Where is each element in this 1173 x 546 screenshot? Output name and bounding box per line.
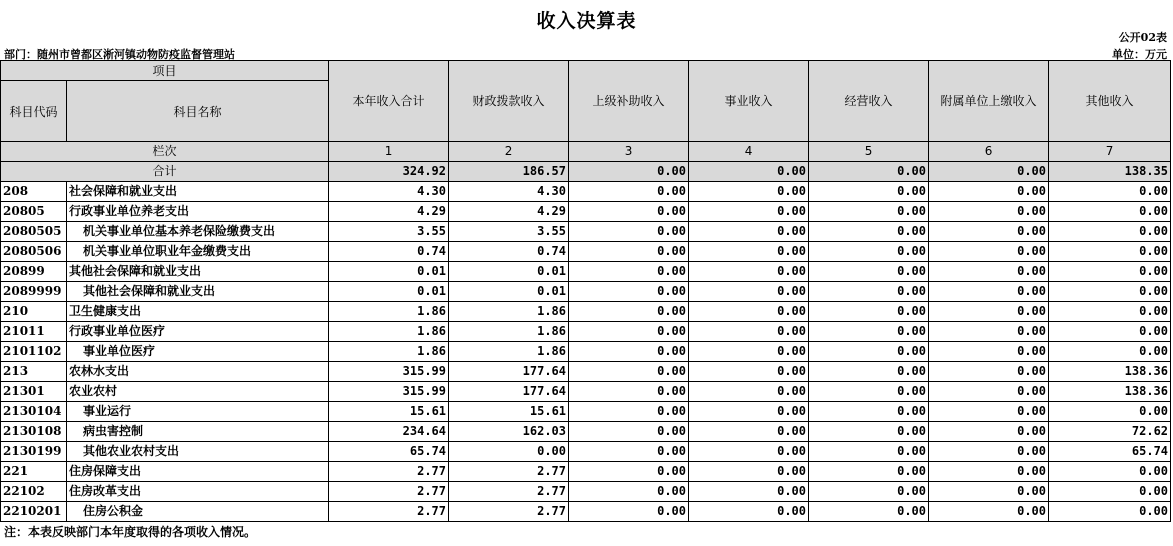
amount-cell: 177.64 xyxy=(449,382,569,402)
subject-name: 住房保障支出 xyxy=(67,462,329,482)
amount-cell: 0.00 xyxy=(929,302,1049,322)
subject-name: 其他社会保障和就业支出 xyxy=(67,262,329,282)
amount-cell: 0.00 xyxy=(929,282,1049,302)
amount-cell: 0.00 xyxy=(569,422,689,442)
amount-cell: 138.36 xyxy=(1049,362,1171,382)
col-number: 4 xyxy=(689,142,809,162)
amount-cell: 234.64 xyxy=(329,422,449,442)
subject-name: 住房改革支出 xyxy=(67,482,329,502)
col-number: 3 xyxy=(569,142,689,162)
amount-cell: 0.00 xyxy=(809,422,929,442)
total-label: 合计 xyxy=(1,162,329,182)
amount-cell: 0.00 xyxy=(1049,182,1171,202)
amount-cell: 0.00 xyxy=(689,402,809,422)
col-number: 1 xyxy=(329,142,449,162)
amount-cell: 0.00 xyxy=(809,382,929,402)
amount-cell: 0.00 xyxy=(689,302,809,322)
amount-cell: 0.00 xyxy=(929,462,1049,482)
amount-cell: 4.30 xyxy=(329,182,449,202)
subject-code: 20805 xyxy=(1,202,67,222)
amount-cell: 65.74 xyxy=(329,442,449,462)
subject-name: 住房公积金 xyxy=(67,502,329,522)
amount-cell: 0.00 xyxy=(1049,242,1171,262)
amount-cell: 0.00 xyxy=(689,482,809,502)
subject-code: 208 xyxy=(1,182,67,202)
amount-cell: 0.00 xyxy=(929,242,1049,262)
amount-cell: 4.30 xyxy=(449,182,569,202)
amount-cell: 0.00 xyxy=(1049,282,1171,302)
amount-cell: 0.01 xyxy=(329,262,449,282)
amount-cell: 0.00 xyxy=(449,442,569,462)
subject-code: 2210201 xyxy=(1,502,67,522)
table-row xyxy=(1,282,1171,302)
table-row xyxy=(1,242,1171,262)
total-value: 0.00 xyxy=(809,162,929,182)
amount-cell: 1.86 xyxy=(449,322,569,342)
amount-cell: 0.00 xyxy=(569,202,689,222)
amount-cell: 72.62 xyxy=(1049,422,1171,442)
amount-cell: 0.00 xyxy=(929,342,1049,362)
amount-cell: 0.00 xyxy=(809,442,929,462)
subject-code: 221 xyxy=(1,462,67,482)
amount-cell: 0.00 xyxy=(689,442,809,462)
amount-cell: 0.00 xyxy=(929,222,1049,242)
subject-code: 2080506 xyxy=(1,242,67,262)
amount-cell: 0.00 xyxy=(569,262,689,282)
amount-cell: 0.00 xyxy=(689,362,809,382)
amount-cell: 0.00 xyxy=(809,302,929,322)
amount-cell: 2.77 xyxy=(329,502,449,522)
amount-cell: 0.00 xyxy=(1049,342,1171,362)
amount-cell: 0.00 xyxy=(569,322,689,342)
amount-cell: 2.77 xyxy=(329,462,449,482)
subject-name: 机关事业单位职业年金缴费支出 xyxy=(67,242,329,262)
subject-code: 2130108 xyxy=(1,422,67,442)
subject-name: 农业农村 xyxy=(67,382,329,402)
amount-cell: 0.00 xyxy=(689,262,809,282)
amount-cell: 1.86 xyxy=(329,322,449,342)
amount-cell: 0.00 xyxy=(569,182,689,202)
amount-cell: 0.74 xyxy=(329,242,449,262)
amount-cell: 0.00 xyxy=(809,362,929,382)
total-value: 324.92 xyxy=(329,162,449,182)
table-row xyxy=(1,442,1171,462)
amount-cell: 0.01 xyxy=(449,262,569,282)
amount-cell: 2.77 xyxy=(449,502,569,522)
amount-cell: 0.00 xyxy=(1049,322,1171,342)
amount-cell: 0.01 xyxy=(329,282,449,302)
subject-name: 机关事业单位基本养老保险缴费支出 xyxy=(67,222,329,242)
amount-cell: 0.00 xyxy=(569,442,689,462)
amount-cell: 4.29 xyxy=(329,202,449,222)
amount-cell: 138.36 xyxy=(1049,382,1171,402)
amount-cell: 0.00 xyxy=(689,342,809,362)
amount-cell: 1.86 xyxy=(449,302,569,322)
col-number: 5 xyxy=(809,142,929,162)
amount-cell: 0.00 xyxy=(689,382,809,402)
subject-name: 其他社会保障和就业支出 xyxy=(67,282,329,302)
amount-cell: 0.00 xyxy=(569,302,689,322)
amount-cell: 0.00 xyxy=(929,402,1049,422)
amount-cell: 65.74 xyxy=(1049,442,1171,462)
amount-cell: 0.00 xyxy=(809,502,929,522)
amount-cell: 0.00 xyxy=(689,322,809,342)
amount-cell: 0.00 xyxy=(929,262,1049,282)
amount-cell: 0.00 xyxy=(1049,502,1171,522)
amount-cell: 2.77 xyxy=(329,482,449,502)
table-row xyxy=(1,422,1171,442)
department-label: 部门：随州市曾都区淅河镇动物防疫监督管理站 xyxy=(4,48,235,61)
amount-cell: 1.86 xyxy=(329,302,449,322)
amount-cell: 0.00 xyxy=(929,502,1049,522)
amount-cell: 0.00 xyxy=(929,202,1049,222)
subject-name: 行政事业单位养老支出 xyxy=(67,202,329,222)
amount-cell: 0.00 xyxy=(1049,302,1171,322)
table-row xyxy=(1,382,1171,402)
subject-code: 21011 xyxy=(1,322,67,342)
page-title: 收入决算表 xyxy=(536,10,637,32)
amount-cell: 3.55 xyxy=(449,222,569,242)
table-row xyxy=(1,182,1171,202)
amount-cell: 0.00 xyxy=(689,422,809,442)
amount-cell: 0.00 xyxy=(689,502,809,522)
subject-name: 农林水支出 xyxy=(67,362,329,382)
amount-cell: 0.00 xyxy=(809,482,929,502)
header-col-label: 栏次 xyxy=(1,142,329,162)
table-row xyxy=(1,362,1171,382)
table-row xyxy=(1,482,1171,502)
amount-cell: 0.00 xyxy=(1049,262,1171,282)
table-row xyxy=(1,322,1171,342)
table-row xyxy=(1,302,1171,322)
amount-cell: 0.00 xyxy=(569,282,689,302)
table-row xyxy=(1,342,1171,362)
subject-code: 2089999 xyxy=(1,282,67,302)
unit-label: 单位：万元 xyxy=(1112,48,1167,61)
col-number: 2 xyxy=(449,142,569,162)
amount-cell: 4.29 xyxy=(449,202,569,222)
amount-cell: 0.00 xyxy=(1049,222,1171,242)
amount-cell: 0.00 xyxy=(569,382,689,402)
amount-cell: 0.00 xyxy=(689,222,809,242)
amount-cell: 2.77 xyxy=(449,462,569,482)
amount-cell: 0.00 xyxy=(689,182,809,202)
header-col-6: 附属单位上缴收入 xyxy=(929,61,1049,142)
amount-cell: 0.00 xyxy=(689,242,809,262)
subject-code: 210 xyxy=(1,302,67,322)
col-number: 7 xyxy=(1049,142,1171,162)
subject-name: 卫生健康支出 xyxy=(67,302,329,322)
amount-cell: 0.00 xyxy=(569,222,689,242)
total-value: 0.00 xyxy=(569,162,689,182)
header-code: 科目代码 xyxy=(1,81,67,142)
header-col-5: 经营收入 xyxy=(809,61,929,142)
amount-cell: 0.00 xyxy=(569,242,689,262)
subject-name: 社会保障和就业支出 xyxy=(67,182,329,202)
amount-cell: 0.00 xyxy=(929,442,1049,462)
amount-cell: 0.00 xyxy=(569,402,689,422)
amount-cell: 0.00 xyxy=(569,502,689,522)
subject-code: 2101102 xyxy=(1,342,67,362)
amount-cell: 0.00 xyxy=(1049,462,1171,482)
header-col-3: 上级补助收入 xyxy=(569,61,689,142)
amount-cell: 177.64 xyxy=(449,362,569,382)
subject-code: 2130104 xyxy=(1,402,67,422)
amount-cell: 0.00 xyxy=(809,402,929,422)
subject-code: 21301 xyxy=(1,382,67,402)
amount-cell: 0.00 xyxy=(809,202,929,222)
amount-cell: 0.00 xyxy=(809,262,929,282)
amount-cell: 0.00 xyxy=(569,342,689,362)
amount-cell: 1.86 xyxy=(329,342,449,362)
subject-name: 行政事业单位医疗 xyxy=(67,322,329,342)
amount-cell: 0.00 xyxy=(689,202,809,222)
header-col-4: 事业收入 xyxy=(689,61,809,142)
table-row xyxy=(1,222,1171,242)
amount-cell: 0.00 xyxy=(1049,202,1171,222)
header-col-1: 本年收入合计 xyxy=(329,61,449,142)
form-number: 公开02表 xyxy=(1118,31,1167,44)
table-row xyxy=(1,502,1171,522)
amount-cell: 0.00 xyxy=(1049,402,1171,422)
amount-cell: 0.00 xyxy=(689,282,809,302)
subject-name: 事业单位医疗 xyxy=(67,342,329,362)
amount-cell: 0.00 xyxy=(809,182,929,202)
amount-cell: 0.00 xyxy=(929,422,1049,442)
total-value: 138.35 xyxy=(1049,162,1171,182)
subject-code: 213 xyxy=(1,362,67,382)
table-row xyxy=(1,402,1171,422)
amount-cell: 0.00 xyxy=(809,342,929,362)
amount-cell: 2.77 xyxy=(449,482,569,502)
subject-code: 20899 xyxy=(1,262,67,282)
amount-cell: 315.99 xyxy=(329,362,449,382)
amount-cell: 0.74 xyxy=(449,242,569,262)
amount-cell: 0.00 xyxy=(809,462,929,482)
amount-cell: 0.00 xyxy=(929,362,1049,382)
amount-cell: 0.00 xyxy=(929,182,1049,202)
total-value: 0.00 xyxy=(929,162,1049,182)
amount-cell: 0.00 xyxy=(809,242,929,262)
total-row xyxy=(1,162,1171,182)
col-number: 6 xyxy=(929,142,1049,162)
header-name: 科目名称 xyxy=(67,81,329,142)
amount-cell: 0.00 xyxy=(689,462,809,482)
header-item: 项目 xyxy=(1,61,329,81)
amount-cell: 0.00 xyxy=(929,482,1049,502)
table-row xyxy=(1,262,1171,282)
amount-cell: 0.00 xyxy=(569,362,689,382)
amount-cell: 1.86 xyxy=(449,342,569,362)
subject-name: 其他农业农村支出 xyxy=(67,442,329,462)
amount-cell: 315.99 xyxy=(329,382,449,402)
table-row xyxy=(1,462,1171,482)
amount-cell: 0.00 xyxy=(929,382,1049,402)
income-table xyxy=(0,60,1171,522)
subject-code: 2080505 xyxy=(1,222,67,242)
table-row xyxy=(1,202,1171,222)
amount-cell: 0.00 xyxy=(809,222,929,242)
subject-name: 事业运行 xyxy=(67,402,329,422)
amount-cell: 15.61 xyxy=(449,402,569,422)
amount-cell: 15.61 xyxy=(329,402,449,422)
amount-cell: 0.00 xyxy=(929,322,1049,342)
header-col-2: 财政拨款收入 xyxy=(449,61,569,142)
amount-cell: 0.00 xyxy=(569,482,689,502)
amount-cell: 0.01 xyxy=(449,282,569,302)
amount-cell: 0.00 xyxy=(809,282,929,302)
subject-name: 病虫害控制 xyxy=(67,422,329,442)
total-value: 0.00 xyxy=(689,162,809,182)
footnote: 注：本表反映部门本年度取得的各项收入情况。 xyxy=(4,525,257,539)
total-value: 186.57 xyxy=(449,162,569,182)
amount-cell: 0.00 xyxy=(809,322,929,342)
subject-code: 22102 xyxy=(1,482,67,502)
subject-code: 2130199 xyxy=(1,442,67,462)
amount-cell: 3.55 xyxy=(329,222,449,242)
amount-cell: 0.00 xyxy=(1049,482,1171,502)
header-col-7: 其他收入 xyxy=(1049,61,1171,142)
amount-cell: 0.00 xyxy=(569,462,689,482)
amount-cell: 162.03 xyxy=(449,422,569,442)
